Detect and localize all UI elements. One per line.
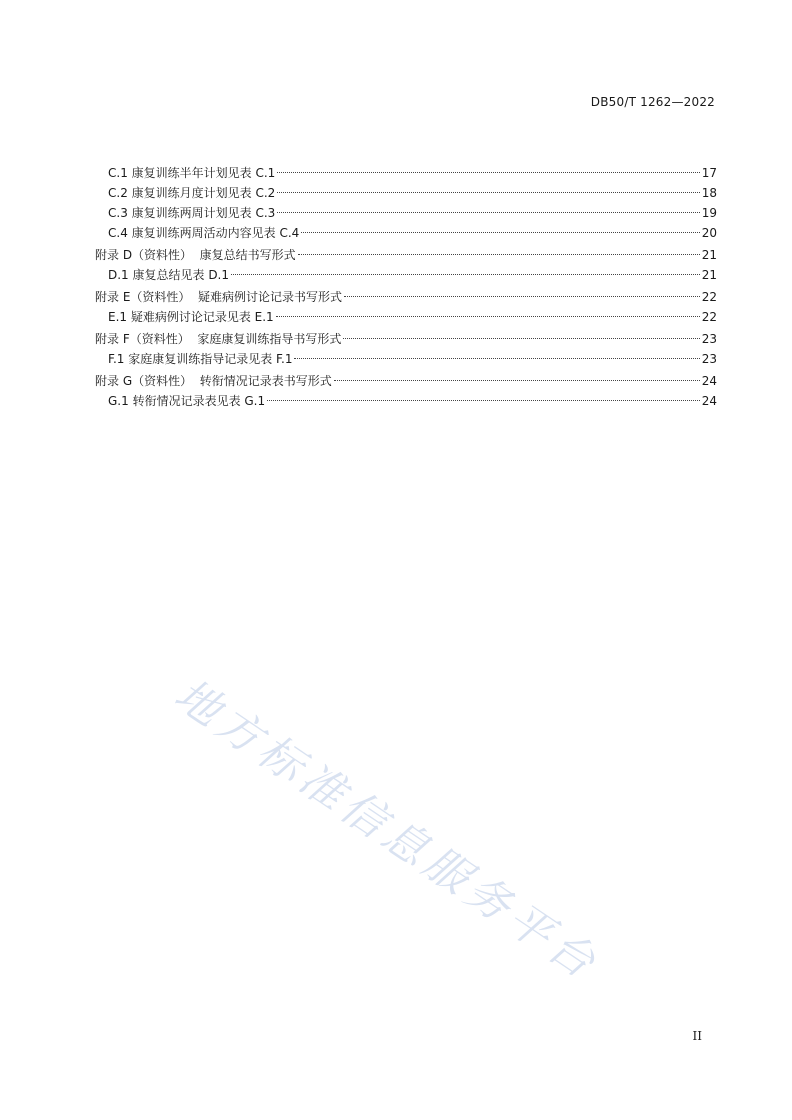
- toc-entry-page: 24: [701, 394, 717, 408]
- dot-leader: [294, 358, 699, 359]
- dot-leader: [231, 274, 700, 275]
- dot-leader: [277, 172, 699, 173]
- toc-entry-label: 附录 G（资料性） 转衔情况记录表书写形式: [95, 374, 332, 388]
- toc-entry-label: 附录 D（资料性） 康复总结书写形式: [95, 248, 296, 262]
- toc-entry-page: 18: [701, 186, 717, 200]
- dot-leader: [344, 296, 700, 297]
- toc-entry-label: D.1 康复总结见表 D.1: [108, 268, 230, 282]
- toc-entry-label: 附录 F（资料性） 家庭康复训练指导书写形式: [95, 332, 342, 346]
- toc-entry-label: F.1 家庭康复训练指导记录见表 F.1: [108, 352, 293, 366]
- toc-entry-c2[interactable]: [95, 183, 717, 203]
- toc-entry-page: 23: [701, 352, 717, 366]
- dot-leader: [276, 316, 700, 317]
- toc-entry-page: 23: [701, 332, 717, 346]
- dot-leader: [298, 254, 700, 255]
- toc-entry-c1[interactable]: [95, 163, 717, 183]
- dot-leader: [267, 400, 700, 401]
- toc-entry-g1[interactable]: [95, 391, 717, 411]
- toc-entry-c3[interactable]: [95, 203, 717, 223]
- toc-entry-label: C.3 康复训练两周计划见表 C.3: [108, 206, 276, 220]
- page-number: II: [692, 1029, 702, 1043]
- dot-leader: [277, 212, 699, 213]
- toc-entry-page: 20: [701, 226, 717, 240]
- toc-entry-page: 21: [701, 248, 717, 262]
- dot-leader: [301, 232, 699, 233]
- toc-entry-label: G.1 转衔情况记录表见表 G.1: [108, 394, 266, 408]
- toc-entry-c4[interactable]: [95, 223, 717, 243]
- toc-entry-label: C.1 康复训练半年计划见表 C.1: [108, 166, 276, 180]
- toc-entry-d1[interactable]: [95, 265, 717, 285]
- toc-entry-appendix-d[interactable]: [95, 245, 717, 265]
- toc-entry-label: C.2 康复训练月度计划见表 C.2: [108, 186, 276, 200]
- toc-entry-appendix-g[interactable]: [95, 371, 717, 391]
- toc-entry-label: E.1 疑难病例讨论记录见表 E.1: [108, 310, 274, 324]
- dot-leader: [277, 192, 699, 193]
- toc-entry-label: 附录 E（资料性） 疑难病例讨论记录书写形式: [95, 290, 343, 304]
- toc-entry-e1[interactable]: [95, 307, 717, 327]
- toc-entry-appendix-e[interactable]: [95, 287, 717, 307]
- toc-entry-appendix-f[interactable]: [95, 329, 717, 349]
- toc-entry-label: C.4 康复训练两周活动内容见表 C.4: [108, 226, 300, 240]
- toc-entry-page: 19: [701, 206, 717, 220]
- watermark-text: 地方标准信息服务平台: [165, 669, 609, 991]
- toc-entry-page: 24: [701, 374, 717, 388]
- table-of-contents: [95, 163, 717, 411]
- toc-entry-f1[interactable]: [95, 349, 717, 369]
- document-code: DB50/T 1262—2022: [590, 95, 715, 109]
- toc-entry-page: 17: [701, 166, 717, 180]
- toc-entry-page: 21: [701, 268, 717, 282]
- toc-entry-page: 22: [701, 290, 717, 304]
- toc-entry-page: 22: [701, 310, 717, 324]
- dot-leader: [334, 380, 700, 381]
- dot-leader: [343, 338, 699, 339]
